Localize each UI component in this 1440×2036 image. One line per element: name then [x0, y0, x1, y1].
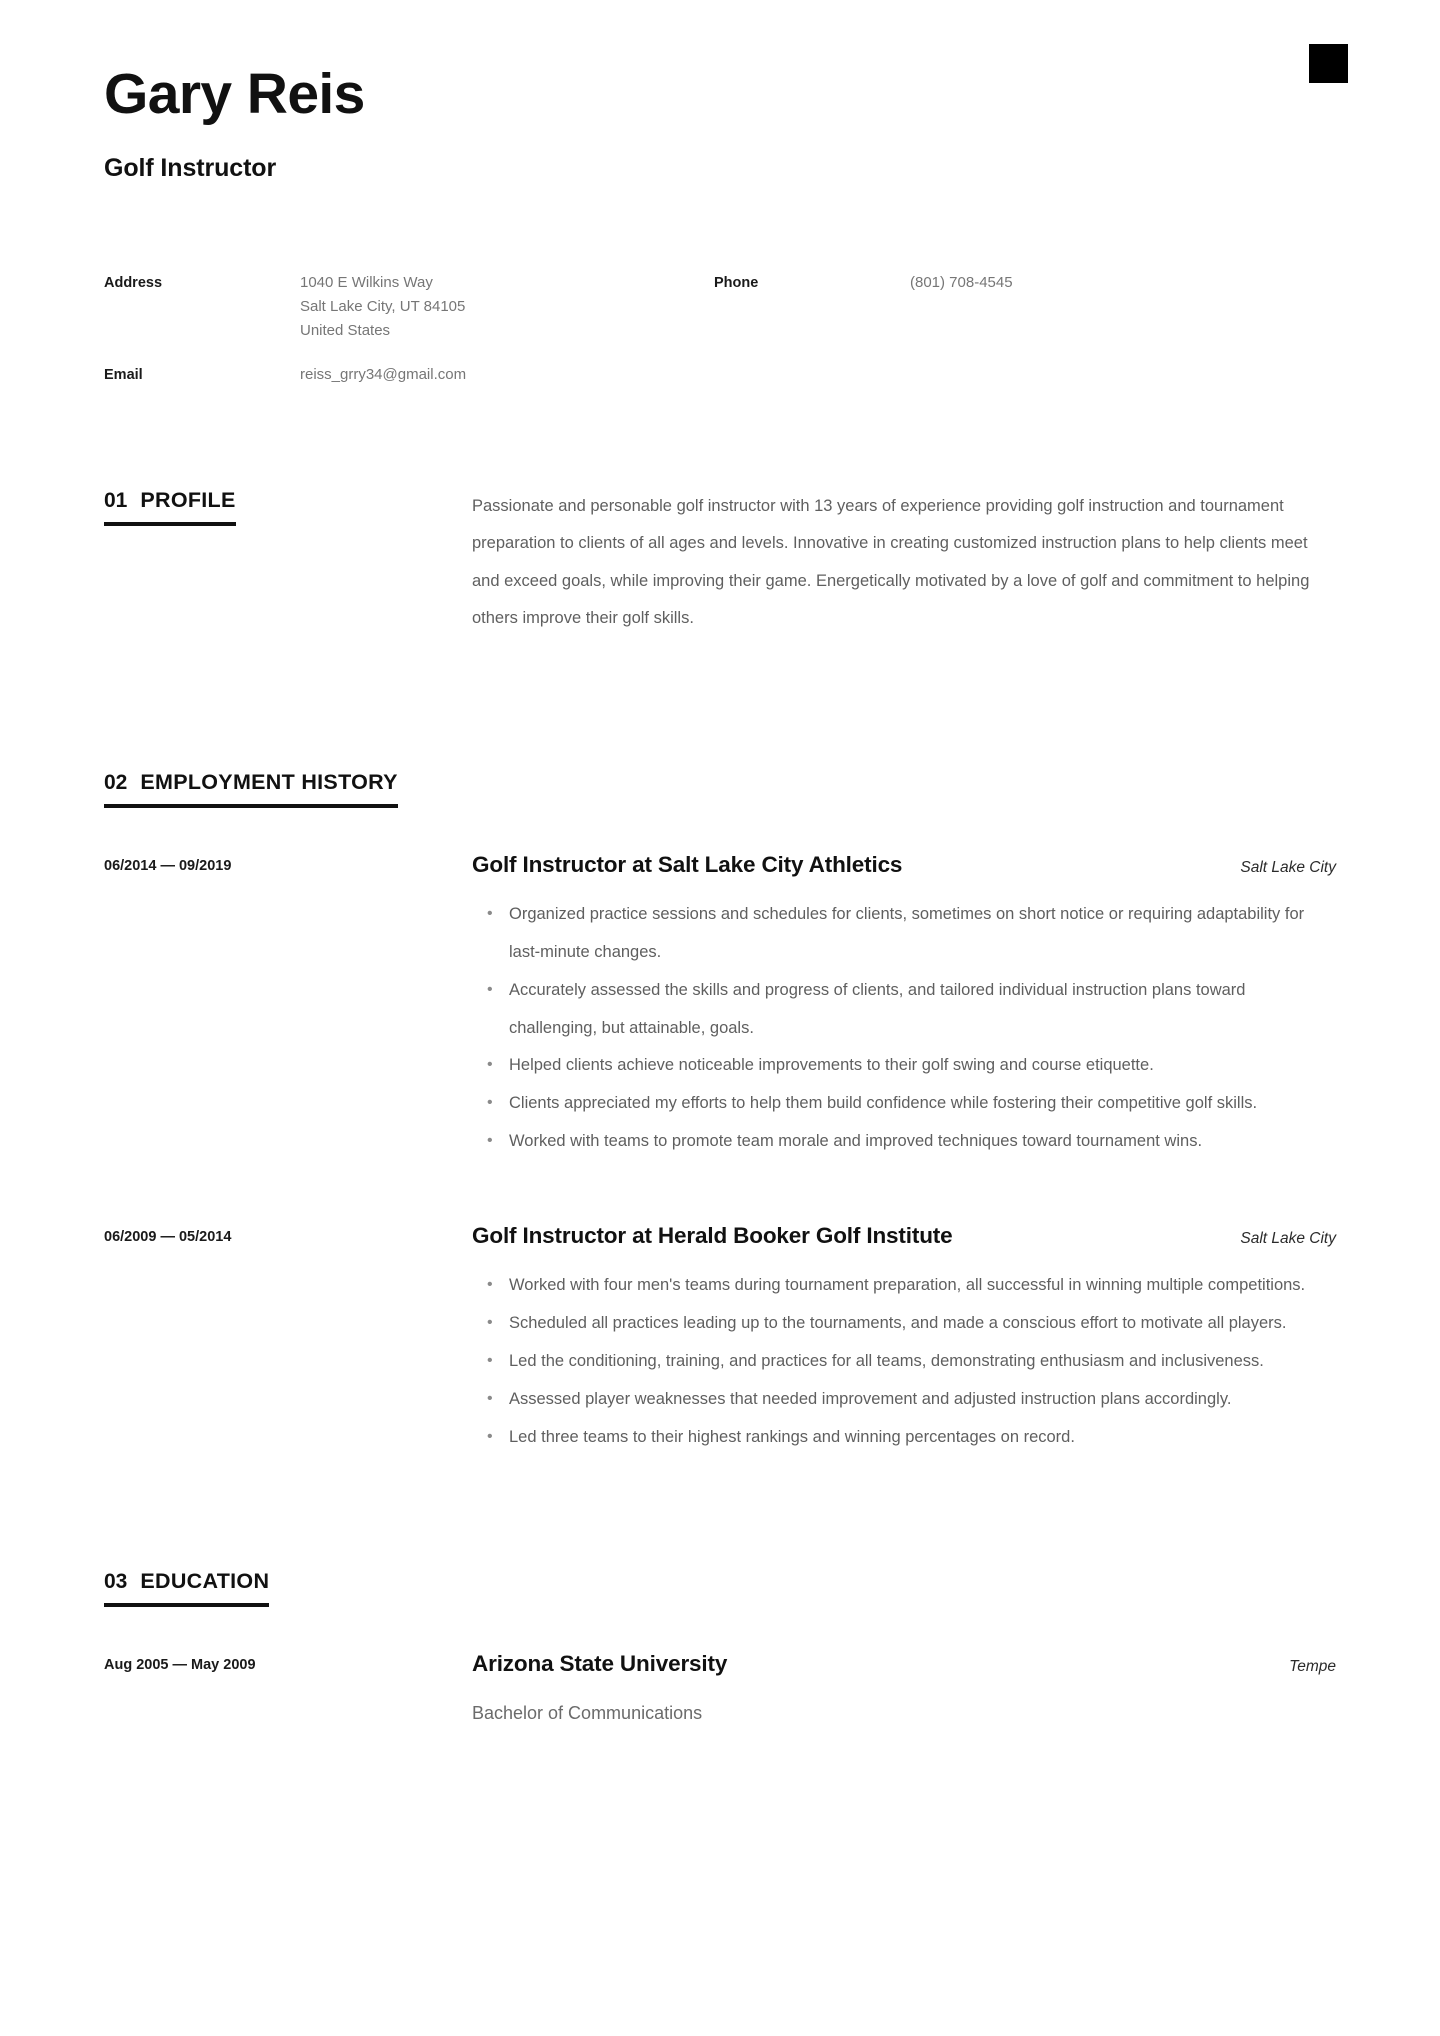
- employment-entry-body: [472, 1223, 1336, 1457]
- bullet-item: • Clients appreciated my efforts to help them build confidence while fostering their competitive golf skills.: [472, 1085, 1336, 1123]
- education-section-heading: [104, 1569, 269, 1607]
- education-entry-degree: Bachelor of Communications: [472, 1702, 703, 1723]
- profile-section-number: 01: [104, 488, 128, 512]
- employment-entry-bullets: [472, 896, 1336, 1162]
- education-entry-location: Tempe: [1289, 1657, 1336, 1675]
- phone-label: Phone: [714, 274, 759, 291]
- education-entry-dates: Aug 2005 — May 2009: [104, 1656, 256, 1673]
- employment-entry-bullets: [472, 1267, 1336, 1457]
- education-entry-body: [472, 1651, 1336, 1728]
- bullet-item: • Worked with four men's teams during tournament preparation, all successful in winning multiple competitions.: [472, 1267, 1336, 1305]
- bullet-item: • Helped clients achieve noticeable improvements to their golf swing and course etiquette.: [472, 1047, 1336, 1085]
- bullet-item: • Assessed player weaknesses that needed improvement and adjusted instruction plans accordingly.: [472, 1381, 1336, 1419]
- employment-entry-header: [472, 852, 1336, 878]
- employment-entry-body: [472, 852, 1336, 1162]
- contact-details: [104, 271, 1336, 388]
- bullet-item: • Worked with teams to promote team morale and improved techniques toward tournament wins.: [472, 1123, 1336, 1161]
- education-entry-school: Arizona State University: [472, 1650, 728, 1676]
- bullet-item: • Accurately assessed the skills and progress of clients, and tailored individual instruction plans toward challenging, but attainable, goals.: [472, 972, 1336, 1048]
- resume-header: [0, 0, 1440, 183]
- education-section-title: EDUCATION: [140, 1568, 270, 1593]
- education-entry-header: [472, 1651, 1336, 1677]
- employment-entry-location: Salt Lake City: [1240, 858, 1336, 876]
- employment-entry-role: Golf Instructor at Salt Lake City Athletics: [472, 851, 903, 877]
- profile-heading-gutter: [104, 488, 472, 526]
- profile-text: Passionate and personable golf instructor with 13 years of experience providing golf instruction and tournament preparation to clients of all ages and levels. Innovative in creating customized instruction plans to help clients meet and exceed goals, while improving their game. Energetically motivated by a love of golf and commitment to helping others improve their golf skills.: [472, 496, 1310, 628]
- employment-section-title: EMPLOYMENT HISTORY: [140, 769, 398, 794]
- bullet-item: • Scheduled all practices leading up to the tournaments, and made a conscious effort to motivate all players.: [472, 1305, 1336, 1343]
- employment-entry-dates: 06/2009 — 05/2014: [104, 1229, 232, 1246]
- employment-entry-location: Salt Lake City: [1240, 1230, 1336, 1248]
- education-section-number: 03: [104, 1569, 128, 1593]
- candidate-job-title: Golf Instructor: [104, 153, 277, 182]
- bullet-item: • Led three teams to their highest rankings and winning percentages on record.: [472, 1419, 1336, 1457]
- section-profile: [104, 488, 1336, 638]
- contact-row-address: [104, 271, 714, 344]
- profile-section-title: PROFILE: [140, 487, 236, 512]
- phone-value[interactable]: (801) 708-4545: [910, 273, 1013, 291]
- employment-entry: [104, 852, 1336, 1162]
- candidate-name: Gary Reis: [104, 62, 365, 126]
- contact-row-email: [104, 363, 714, 387]
- contact-column-left: [104, 271, 714, 388]
- bullet-item: • Led the conditioning, training, and practices for all teams, demonstrating enthusiasm and inclusiveness.: [472, 1343, 1336, 1381]
- employment-entry: [104, 1223, 1336, 1457]
- employment-entry-dates: 06/2014 — 09/2019: [104, 857, 232, 874]
- employment-section-number: 02: [104, 770, 128, 794]
- email-label: Email: [104, 367, 143, 384]
- profile-section-heading: [104, 488, 236, 526]
- email-value[interactable]: reiss_grry34@gmail.com: [300, 366, 467, 384]
- black-square-icon: [1309, 44, 1348, 83]
- address-value: 1040 E Wilkins Way Salt Lake City, UT 84105 United States: [300, 273, 466, 340]
- contact-row-phone: [714, 271, 1336, 295]
- employment-section-heading: [104, 770, 398, 808]
- education-entry: [104, 1651, 1336, 1728]
- section-education: [104, 1569, 1336, 1728]
- contact-column-right: [714, 271, 1336, 295]
- address-label: Address: [104, 274, 163, 291]
- section-employment-history: [104, 770, 1336, 1457]
- employment-entry-header: [472, 1223, 1336, 1249]
- employment-entry-role: Golf Instructor at Herald Booker Golf Institute: [472, 1223, 953, 1249]
- bullet-item: • Organized practice sessions and schedules for clients, sometimes on short notice or requiring adaptability for last-minute changes.: [472, 896, 1336, 972]
